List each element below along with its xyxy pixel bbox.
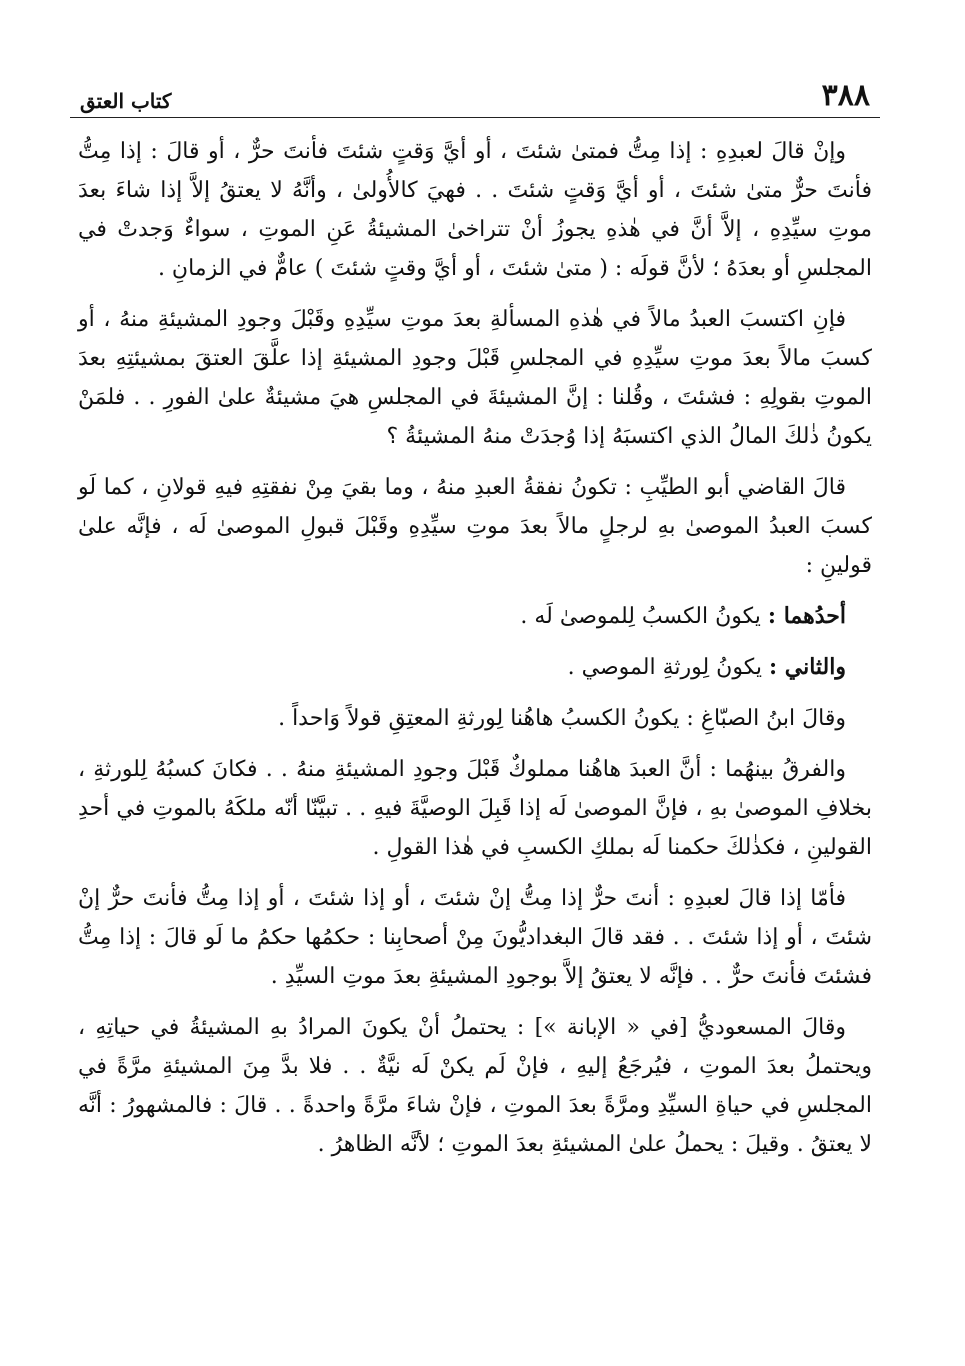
book-title: كتاب العتق [80, 89, 172, 113]
paragraph-text: قالَ القاضي أبو الطيِّبِ : تكونُ نفقةُ العبدِ منهُ ، وما بقيَ مِنْ نفقتِهِ فيهِ قولانِ ، كما لَو كسبَ العبدُ الموصىٰ بهِ لرجلٍ مالاً بعدَ موتِ سيِّدِهِ وقَبْلَ قبولِ الموصىٰ لَه ، فإنَّه علىٰ قولينِ : [78, 475, 872, 578]
paragraph-text: فأمّا إذا قالَ لعبدِهِ : أنتَ حرٌّ إذا مِتُّ إنْ شئتَ ، أو إذا شئتَ ، أو إذا مِتُّ فأنتَ حرٌّ إنْ شئتَ ، أو إذا شئتَ . . فقد قالَ البغداديُّونَ مِنْ أصحابِنا : حكمُها حكمُ ما لَو قالَ : إذا مِتُّ فشئتَ فأنتَ حرٌّ . . فإنَّه لا يعتقُ إلاَّ بوجودِ المشيئةِ بعدَ موتِ السيِّدِ . [78, 886, 872, 989]
paragraph [78, 648, 872, 687]
paragraph [78, 132, 872, 288]
paragraph-lead: أحدُهما : [767, 603, 846, 629]
paragraph [78, 699, 872, 738]
paragraph [78, 750, 872, 867]
paragraph-text: والفرقُ بينهُما : أنَّ العبدَ هاهُنا مملوكٌ قَبْلَ وجودِ المشيئةِ منهُ . . فكانَ كسبُهُ لِلورثةِ ، بخلافِ الموصىٰ بهِ ، فإنَّ الموصىٰ لَه إذا قَبِلَ الوصيَّةَ فيهِ . . تبيَّنّا أنّه ملكَهُ بالموتِ في أحدِ القولينِ ، فكذٰلكَ حكمنا لَه بملكِ الكسبِ في هٰذا القولِ . [78, 757, 872, 860]
book-page [70, 60, 880, 1176]
paragraph-text: وقالَ ابنُ الصبّاغِ : يكونُ الكسبُ هاهُنا لِورثةِ المعتِقِ قولاً وَاحداً . [278, 706, 846, 731]
paragraph-text: يكونُ لِورثةِ الموصي . [567, 655, 762, 680]
paragraph [78, 1008, 872, 1164]
paragraph [78, 597, 872, 636]
paragraph [78, 468, 872, 585]
paragraph-text: يكونُ الكسبُ لِلموصىٰ لَه . [520, 604, 761, 629]
paragraph-text: وإنْ قالَ لعبدِهِ : إذا مِتُّ فمتىٰ شئتَ ، أو أيَّ وَقتٍ شئتَ فأنتَ حرٌّ ، أو قالَ : إذا مِتُّ فأنتَ حرٌّ متىٰ شئتَ ، أو أيَّ وَقتٍ شئتَ . . فهيَ كالأُولىٰ ، وأنَّهُ لا يعتقُ إلاَّ إذا شاءَ بعدَ موتِ سيِّدِهِ ، إلاَّ أنَّ في هٰذهِ يجوزُ أنْ تتراخىٰ المشيئةُ عَنِ الموتِ ، سواءٌ وَجدتْ في المجلسِ أو بعدَهُ ؛ لأنَّ قولَه : ( متىٰ شئتَ ، أو أيَّ وقتٍ شئتَ ) عامٌّ في الزمانِ . [78, 139, 872, 281]
page-body [70, 118, 880, 1164]
paragraph-text: وقالَ المسعوديُّ [في « الإبانة »] : يحتملُ أنْ يكونَ المرادُ بهِ المشيئةُ في حياتِهِ ، ويحتملُ بعدَ الموتِ ، فيُرجَعُ إليهِ ، فإنْ لَم يكنْ لَه نيَّةٌ . . فلا بدَّ مِنَ المشيئةِ مرَّةً في المجلسِ في حياةِ السيِّدِ ومرَّةً بعدَ الموتِ ، فإنْ شاءَ مرَّةً واحدةً . . قالَ : فالمشهورُ : أنَّه لا يعتقُ . وقيلَ : يحملُ علىٰ المشيئةِ بعدَ الموتِ ؛ لأنَّه الظاهرُ . [78, 1015, 872, 1157]
paragraph-lead: والثاني : [768, 654, 846, 680]
paragraph-text: فإنِ اكتسبَ العبدُ مالاً في هٰذهِ المسألةِ بعدَ موتِ سيِّدِهِ وقَبْلَ وجودِ المشيئةِ منهُ ، أو كسبَ مالاً بعدَ موتِ سيِّدِهِ في المجلسِ قَبْلَ وجودِ المشيئةِ إذا علَّقَ العتقَ بمشيئتِهِ بعدَ الموتِ بقولِهِ : فشئتَ ، وقُلنا : إنَّ المشيئةَ في المجلسِ هيَ مشيئةٌ علىٰ الفورِ . . فلمَنْ يكونُ ذٰلكَ المالُ الذي اكتسبَهُ إذا وُجدَتْ منهُ المشيئةُ ؟ [78, 307, 872, 449]
paragraph [78, 300, 872, 456]
running-head [70, 60, 880, 118]
paragraph [78, 879, 872, 996]
page-number: ٣٨٨ [821, 78, 870, 113]
